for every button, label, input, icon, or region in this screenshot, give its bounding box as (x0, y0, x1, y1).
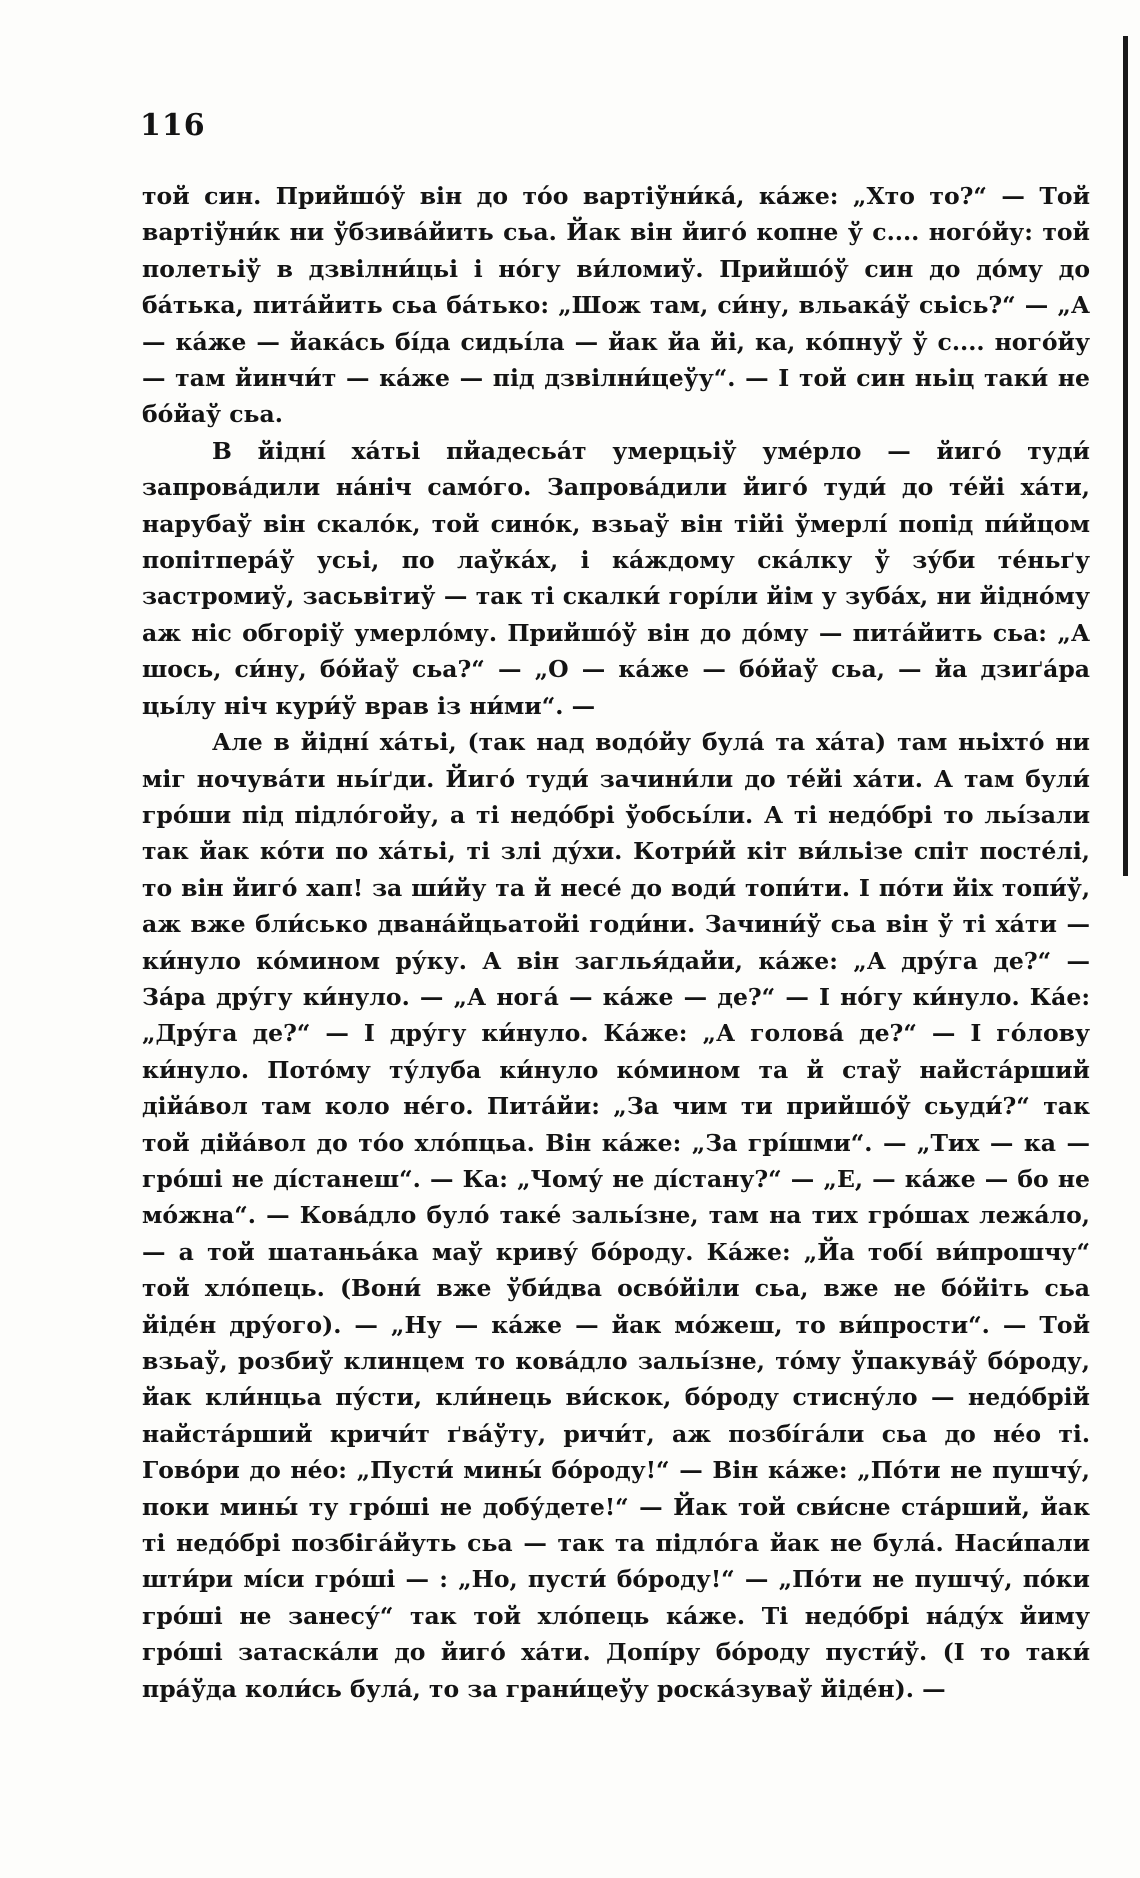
page-edge-rule (1123, 36, 1128, 876)
paragraph: той син. Прийшо́ў він до то́о вартіўни́ка́, ка́же: „Хто то?“ — Той вартіўни́к ни ўбзива́йить сьа. Йак він йиго́ копне ў с.... ного́йу: той полетьіў в дзвілни́цьі і но́гу ви́ломиў. Прийшо́ў син до до́му до ба́тька, пита́йить сьа ба́тько: „Шож там, си́ну, вльака́ў сьісь?“ — „А — ка́же — йака́сь бі́да сидьі́ла — йак йа йі, ка, ко́пнуў ў с.... ного́йу — там йинчи́т — ка́же — під дзвілни́цеўу“. — І той син ньіц таки́ не бо́йаў сьа. (142, 182, 1090, 429)
page-number: 116 (140, 108, 206, 143)
page-body-text (142, 178, 1090, 1707)
paragraph: Але в йідні́ ха́тьі, (так над водо́йу була́ та ха́та) там ньіхто́ ни міг ночува́ти ньі́ґди. Йиго́ туди́ зачини́ли до те́йі ха́ти. А там були́ гро́ши під підло́гойу, а ті недо́брі ўобсьі́ли. А ті недо́брі то льі́зали так йак ко́ти по ха́тьі, ті злі ду́хи. Котри́й кіт ви́льізе спіт посте́лі, то він йиго́ хап! за ши́йу та й несе́ до води́ топи́ти. І по́ти йіх топи́ў, аж вже бли́сько двана́йцьатойі годи́ни. Зачини́ў сьа він ў ті ха́ти — ки́нуло ко́мином ру́ку. А він заглья́дайи, ка́же: „А дру́га де?“ — За́ра дру́гу ки́нуло. — „А нога́ — ка́же — де?“ — І но́гу ки́нуло. Ка́е: „Дру́га де?“ — І дру́гу ки́нуло. Ка́же: „А голова́ де?“ — І го́лову ки́нуло. Пото́му ту́луба ки́нуло ко́мином та й стаў найста́рший дійа́вол там коло не́го. Пита́йи: „За чим ти прийшо́ў сьуди́?“ так той дійа́вол до то́о хло́пцьа. Він ка́же: „За грі́шми“. — „Тих — ка — гро́ші не ді́станеш“. — Ка: „Чому́ не ді́стану?“ — „Е, — ка́же — бо не мо́жна“. — Кова́дло було́ таке́ зальі́зне, там на тих гро́шах лежа́ло, — а той шатаньа́ка маў криву́ бо́роду. Ка́же: „Йа тобі́ ви́прошчу“ той хло́пець. (Вони́ вже ўби́два осво́йіли сьа, вже не бо́йіть сьа йіде́н дру́ого). — „Ну — ка́же — йак мо́жеш, то ви́прости“. — Той взьаў, розбиў клинцем то кова́дло зальі́зне, то́му ўпакува́ў бо́роду, йак кли́нцьа пу́сти, кли́нець ви́скок, бо́роду стисну́ло — недо́брій найста́рший кричи́т ґва́ўту, ричи́т, аж позбі́га́ли сьа до не́о ті. Гово́ри до не́о: „Пусти́ мины́ бо́роду!“ — Він ка́же: „По́ти не пушчу́, поки мины́ ту гро́ші не добу́дете!“ — Йак той сви́сне ста́рший, йак ті недо́брі позбіга́йуть сьа — так та підло́га йак не була́. Наси́пали шти́ри мі́си гро́ші — : „Но, пусти́ бо́роду!“ — „По́ти не пушчу́, по́ки гро́ші не занесу́“ так той хло́пець ка́же. Ті недо́брі на́ду́х йиму гро́ші затаска́ли до йиго́ ха́ти. Допі́ру бо́роду пусти́ў. (І то таки́ пра́ўда коли́сь була́, то за грани́цеўу роска́зуваў йіде́н). — (142, 728, 1090, 1703)
paragraph: В йідні́ ха́тьі пйадесьа́т умерцьіў уме́рло — йиго́ туди́ запрова́дили на́ніч само́го. Запрова́дили йиго́ туди́ до те́йі ха́ти, нарубаў він скало́к, той сино́к, взьаў він тійі ўмерлі́ попід пи́йцом попітпера́ў усьі, по лаўка́х, і ка́ждому ска́лку ў зу́би те́ньґу застромиў, засьвітиў — так ті скалки́ горі́ли йім у зуба́х, ни йідно́му аж ніс обгоріў умерло́му. Прийшо́ў він до до́му — пита́йить сьа: „А шось, си́ну, бо́йаў сьа?“ — „О — ка́же — бо́йаў сьа, — йа дзиґа́ра цьі́лу ніч кури́ў врав із ни́ми“. — (142, 436, 1090, 720)
